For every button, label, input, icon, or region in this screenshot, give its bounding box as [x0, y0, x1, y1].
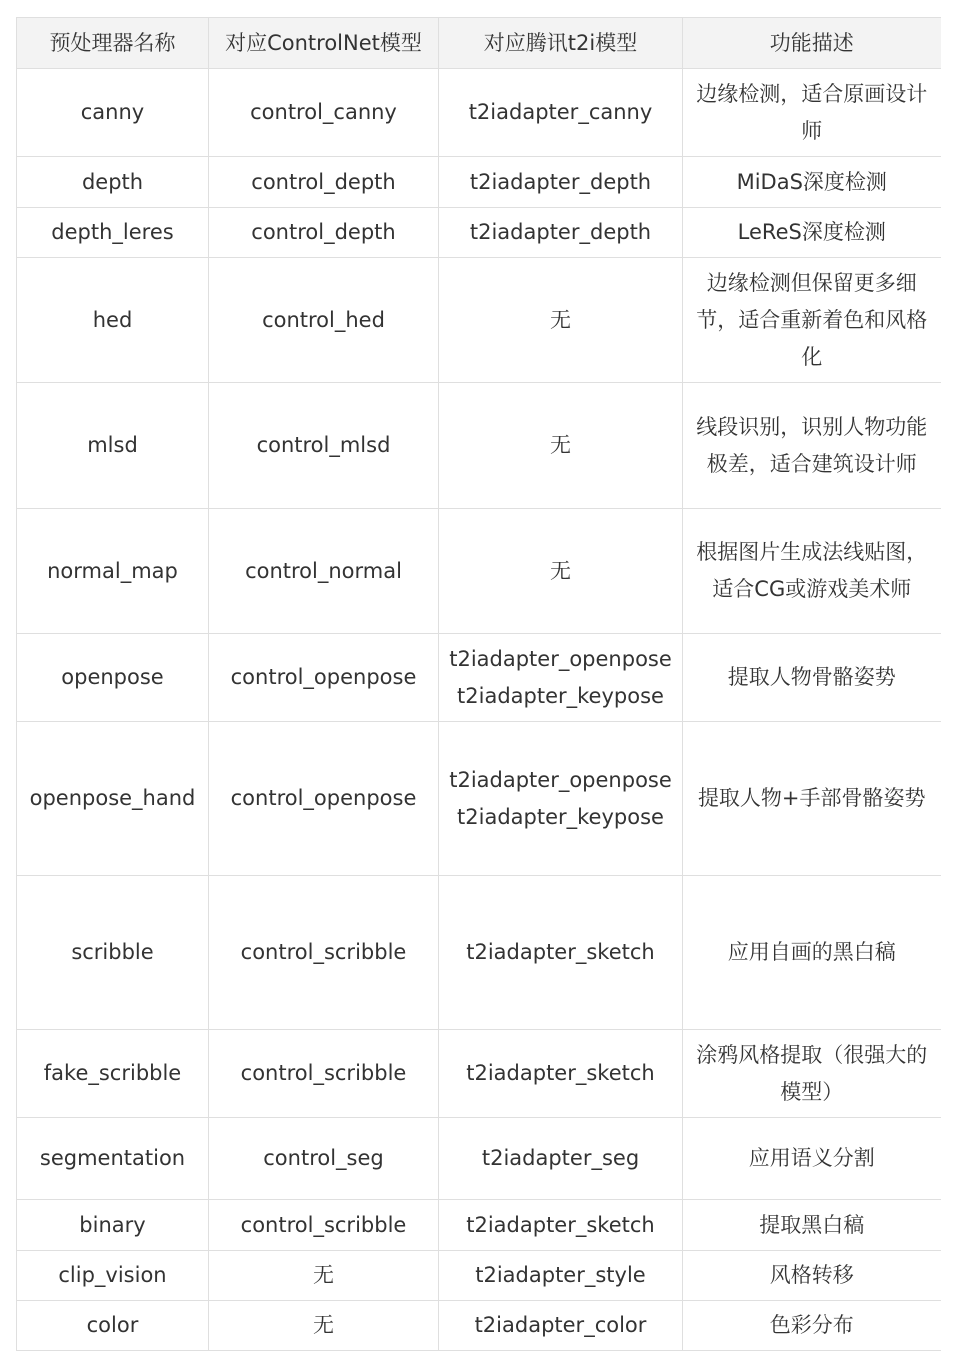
cell-preprocessor: color [17, 1301, 209, 1351]
cell-t2i [439, 634, 683, 722]
cell-preprocessor: segmentation [17, 1118, 209, 1200]
cell-description: LeReS深度检测 [683, 208, 941, 258]
cell-t2i-line: t2iadapter_depth [469, 220, 652, 244]
header-preprocessor: 预处理器名称 [17, 18, 209, 69]
table-row [17, 208, 941, 258]
cell-preprocessor: depth [17, 157, 209, 208]
header-description: 功能描述 [683, 18, 941, 69]
cell-t2i-line: t2iadapter_depth [469, 169, 652, 194]
cell-controlnet: control_openpose [209, 722, 439, 876]
cell-t2i-line: 无 [550, 433, 571, 457]
cell-t2i [439, 1118, 683, 1200]
cell-t2i [439, 1301, 683, 1351]
cell-controlnet: control_scribble [209, 1200, 439, 1251]
cell-description: 根据图片生成法线贴图，适合CG或游戏美术师 [683, 509, 941, 634]
cell-description: 涂鸦风格提取（很强大的模型） [683, 1030, 941, 1118]
table-row [17, 722, 941, 876]
cell-controlnet: 无 [209, 1301, 439, 1351]
cell-preprocessor: openpose [17, 634, 209, 722]
table-header-row [17, 18, 941, 69]
cell-t2i-line: t2iadapter_color [474, 1313, 647, 1337]
cell-preprocessor: binary [17, 1200, 209, 1251]
cell-controlnet: control_canny [209, 69, 439, 157]
table-row [17, 509, 941, 634]
cell-description: 应用语义分割 [683, 1118, 941, 1200]
table-row [17, 876, 941, 1030]
cell-t2i [439, 1030, 683, 1118]
cell-preprocessor: fake_scribble [17, 1030, 209, 1118]
cell-t2i [439, 69, 683, 157]
cell-controlnet: control_mlsd [209, 383, 439, 509]
preprocessor-model-table [16, 17, 941, 1351]
cell-description: 风格转移 [683, 1251, 941, 1301]
header-t2i-model: 对应腾讯t2i模型 [439, 18, 683, 69]
cell-t2i-line: t2iadapter_keypose [457, 683, 664, 708]
cell-controlnet: control_scribble [209, 1030, 439, 1118]
cell-controlnet: control_hed [209, 258, 439, 383]
cell-t2i-line: t2iadapter_seg [481, 1146, 640, 1170]
cell-t2i [439, 208, 683, 258]
cell-description: 边缘检测但保留更多细节，适合重新着色和风格化 [683, 258, 941, 383]
table-row [17, 383, 941, 509]
cell-preprocessor: mlsd [17, 383, 209, 509]
cell-controlnet: control_depth [209, 208, 439, 258]
cell-description: 色彩分布 [683, 1301, 941, 1351]
cell-description: MiDaS深度检测 [683, 157, 941, 208]
cell-controlnet: control_depth [209, 157, 439, 208]
cell-preprocessor: openpose_hand [17, 722, 209, 876]
table-body [17, 69, 941, 1351]
cell-description: 应用自画的黑白稿 [683, 876, 941, 1030]
table-row [17, 634, 941, 722]
cell-t2i-line: 无 [550, 307, 571, 332]
cell-t2i [439, 157, 683, 208]
cell-t2i [439, 1200, 683, 1251]
cell-t2i-line: t2iadapter_sketch [466, 1212, 655, 1237]
cell-t2i-line: t2iadapter_sketch [466, 940, 655, 964]
cell-controlnet: control_openpose [209, 634, 439, 722]
cell-t2i [439, 722, 683, 876]
cell-description: 提取人物+手部骨骼姿势 [683, 722, 941, 876]
cell-preprocessor: hed [17, 258, 209, 383]
cell-t2i [439, 258, 683, 383]
cell-t2i-line: t2iadapter_openpose [449, 646, 672, 671]
cell-t2i [439, 383, 683, 509]
cell-t2i-line: t2iadapter_openpose [449, 767, 672, 792]
cell-description: 提取黑白稿 [683, 1200, 941, 1251]
cell-t2i [439, 1251, 683, 1301]
cell-t2i-line: 无 [550, 558, 571, 583]
table-row [17, 1200, 941, 1251]
table-row [17, 1118, 941, 1200]
table-row [17, 157, 941, 208]
cell-preprocessor: depth_leres [17, 208, 209, 258]
cell-description: 线段识别，识别人物功能极差，适合建筑设计师 [683, 383, 941, 509]
cell-controlnet: control_normal [209, 509, 439, 634]
cell-preprocessor: normal_map [17, 509, 209, 634]
cell-preprocessor: scribble [17, 876, 209, 1030]
cell-controlnet: control_seg [209, 1118, 439, 1200]
table-row [17, 69, 941, 157]
cell-t2i-line: t2iadapter_keypose [457, 804, 664, 829]
cell-description: 边缘检测，适合原画设计师 [683, 69, 941, 157]
header-controlnet-model: 对应ControlNet模型 [209, 18, 439, 69]
cell-t2i-line: t2iadapter_style [475, 1263, 646, 1287]
cell-controlnet: control_scribble [209, 876, 439, 1030]
cell-preprocessor: canny [17, 69, 209, 157]
cell-preprocessor: clip_vision [17, 1251, 209, 1301]
table-row [17, 1251, 941, 1301]
cell-t2i-line: t2iadapter_canny [468, 100, 653, 124]
cell-controlnet: 无 [209, 1251, 439, 1301]
cell-t2i-line: t2iadapter_sketch [466, 1061, 655, 1085]
table-row [17, 258, 941, 383]
cell-description: 提取人物骨骼姿势 [683, 634, 941, 722]
cell-t2i [439, 876, 683, 1030]
table-row [17, 1301, 941, 1351]
table-row [17, 1030, 941, 1118]
cell-t2i [439, 509, 683, 634]
